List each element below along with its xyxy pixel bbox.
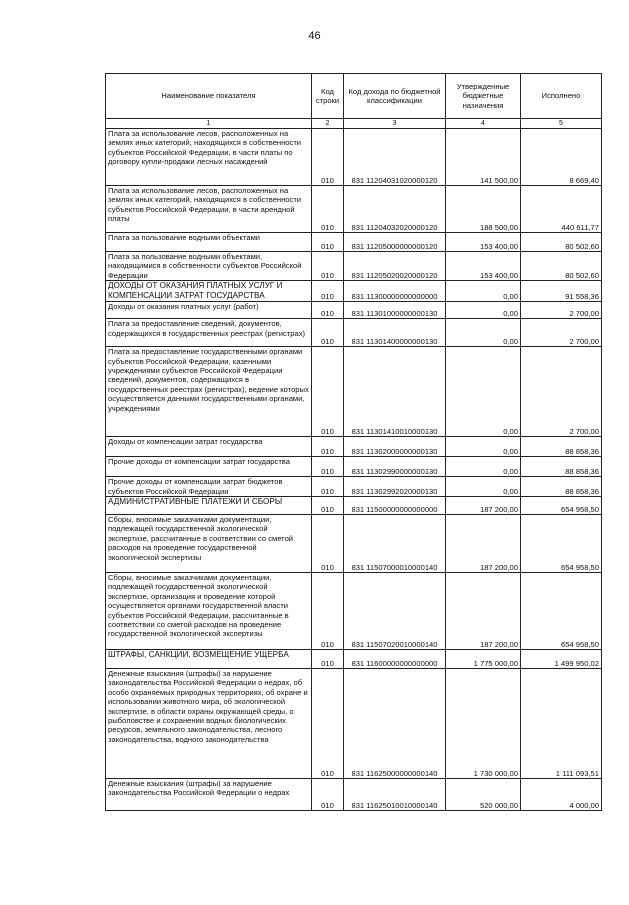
row-executed: 2 700,00 (521, 302, 602, 319)
column-number: 4 (446, 119, 521, 129)
row-approved: 188 500,00 (446, 186, 521, 233)
row-approved: 153 400,00 (446, 252, 521, 281)
row-executed: 88 858,36 (521, 437, 602, 457)
row-name: Прочие доходы от компенсации затрат бюджетов субъектов Российской Федерации (106, 477, 312, 497)
table-row (106, 233, 602, 252)
row-name: АДМИНИСТРАТИВНЫЕ ПЛАТЕЖИ И СБОРЫ (106, 497, 312, 515)
row-name: ШТРАФЫ, САНКЦИИ, ВОЗМЕЩЕНИЕ УЩЕРБА (106, 650, 312, 669)
row-executed: 1 111 093,51 (521, 669, 602, 779)
row-approved: 0,00 (446, 437, 521, 457)
row-kbk: 831 11507000010000140 (344, 515, 446, 573)
column-number: 1 (106, 119, 312, 129)
row-approved: 187 200,00 (446, 515, 521, 573)
row-executed: 2 700,00 (521, 319, 602, 347)
table-row (106, 319, 602, 347)
row-kbk: 831 11204031020000120 (344, 129, 446, 186)
table-row (106, 347, 602, 437)
row-code: 010 (312, 252, 344, 281)
row-executed: 654 958,50 (521, 515, 602, 573)
row-kbk: 831 11302992020000130 (344, 477, 446, 497)
row-name: Сборы, вносимые заказчиками документации, подлежащей государственной экологической экспертизе, организация и проведение которой осуществляется органами государственной власти субъектов Российской Федерации, рассчитанные в соответствии со сметой расходов на проведение государственной экологической экспертизы (106, 573, 312, 650)
row-name: ДОХОДЫ ОТ ОКАЗАНИЯ ПЛАТНЫХ УСЛУГ И КОМПЕНСАЦИИ ЗАТРАТ ГОСУДАРСТВА (106, 281, 312, 302)
row-executed: 91 558,36 (521, 281, 602, 302)
header-name: Наименование показателя (106, 74, 312, 119)
table-row (106, 129, 602, 186)
table-row (106, 669, 602, 779)
row-name: Прочие доходы от компенсации затрат государства (106, 457, 312, 477)
row-executed: 80 502,60 (521, 252, 602, 281)
row-approved: 1 730 000,00 (446, 669, 521, 779)
row-name: Денежные взыскания (штрафы) за нарушение законодательства Российской Федерации о недрах, об особо охраняемых природных территориях, об охране и использовании животного мира, об экологической экспертизе, в области охраны окружающей среды, о рыболовстве и сохранении водных биологических ресурсов, земельного законодательства, лесного законодательства, водного законодательства (106, 669, 312, 779)
row-kbk: 831 11205000000000120 (344, 233, 446, 252)
row-code: 010 (312, 347, 344, 437)
row-code: 010 (312, 497, 344, 515)
row-executed: 88 858,36 (521, 457, 602, 477)
table-row (106, 186, 602, 233)
table-header-row (106, 74, 602, 119)
column-number: 3 (344, 119, 446, 129)
table-row (106, 573, 602, 650)
row-code: 010 (312, 186, 344, 233)
row-approved: 0,00 (446, 477, 521, 497)
row-code: 010 (312, 515, 344, 573)
column-number-row (106, 119, 602, 129)
row-kbk: 831 11300000000000000 (344, 281, 446, 302)
row-code: 010 (312, 669, 344, 779)
row-name: Доходы от оказания платных услуг (работ) (106, 302, 312, 319)
header-code: Код строки (312, 74, 344, 119)
row-approved: 0,00 (446, 319, 521, 347)
row-executed: 2 700,00 (521, 347, 602, 437)
row-approved: 0,00 (446, 281, 521, 302)
page-number: 46 (308, 30, 321, 42)
row-code: 010 (312, 457, 344, 477)
row-code: 010 (312, 779, 344, 811)
row-approved: 520 000,00 (446, 779, 521, 811)
table-row (106, 515, 602, 573)
row-kbk: 831 11301400000000130 (344, 319, 446, 347)
row-executed: 440 611,77 (521, 186, 602, 233)
row-kbk: 831 11507020010000140 (344, 573, 446, 650)
row-code: 010 (312, 129, 344, 186)
table-row (106, 281, 602, 302)
table-row (106, 497, 602, 515)
row-name: Доходы от компенсации затрат государства (106, 437, 312, 457)
row-code: 010 (312, 477, 344, 497)
row-kbk: 831 11625000000000140 (344, 669, 446, 779)
row-name: Денежные взыскания (штрафы) за нарушение законодательства Российской Федерации о недрах (106, 779, 312, 811)
table-body (106, 129, 602, 811)
table-row (106, 437, 602, 457)
table-row (106, 477, 602, 497)
row-approved: 141 500,00 (446, 129, 521, 186)
row-kbk: 831 11500000000000000 (344, 497, 446, 515)
row-code: 010 (312, 281, 344, 302)
row-name: Плата за предоставление сведений, документов, содержащихся в государственных реестрах (регистрах) (106, 319, 312, 347)
header-executed: Исполнено (521, 74, 602, 119)
row-approved: 0,00 (446, 302, 521, 319)
table-row (106, 252, 602, 281)
row-approved: 1 775 000,00 (446, 650, 521, 669)
row-kbk: 831 11600000000000000 (344, 650, 446, 669)
table-row (106, 302, 602, 319)
row-executed: 654 958,50 (521, 497, 602, 515)
row-executed: 654 958,50 (521, 573, 602, 650)
row-kbk: 831 11301000000000130 (344, 302, 446, 319)
row-code: 010 (312, 573, 344, 650)
header-kbk: Код дохода по бюджетной классификации (344, 74, 446, 119)
table-row (106, 457, 602, 477)
row-kbk: 831 11302000000000130 (344, 437, 446, 457)
column-number: 2 (312, 119, 344, 129)
row-code: 010 (312, 650, 344, 669)
row-executed: 88 858,36 (521, 477, 602, 497)
row-name: Плата за использование лесов, расположенных на землях иных категорий, находящихся в собственности субъектов Российской Федерации, в части арендной платы (106, 186, 312, 233)
row-name: Плата за использование лесов, расположенных на землях иных категорий, находящихся в собственности субъектов Российской Федерации, в части платы по договору купли-продажи лесных насаждений (106, 129, 312, 186)
row-approved: 187 200,00 (446, 573, 521, 650)
row-kbk: 831 11205020020000120 (344, 252, 446, 281)
row-approved: 153 400,00 (446, 233, 521, 252)
row-code: 010 (312, 302, 344, 319)
column-number: 5 (521, 119, 602, 129)
budget-execution-table (105, 73, 602, 811)
header-approved: Утвержденные бюджетные назначения (446, 74, 521, 119)
row-executed: 4 000,00 (521, 779, 602, 811)
row-executed: 8 669,40 (521, 129, 602, 186)
row-name: Плата за пользование водными объектами (106, 233, 312, 252)
row-code: 010 (312, 319, 344, 347)
row-kbk: 831 11302990000000130 (344, 457, 446, 477)
row-approved: 0,00 (446, 347, 521, 437)
row-kbk: 831 11625010010000140 (344, 779, 446, 811)
row-kbk: 831 11301410010000130 (344, 347, 446, 437)
row-executed: 1 499 950,02 (521, 650, 602, 669)
table-row (106, 779, 602, 811)
row-executed: 80 502,60 (521, 233, 602, 252)
table-row (106, 650, 602, 669)
row-name: Плата за пользование водными объектами, находящимися в собственности субъектов Российской Федерации (106, 252, 312, 281)
row-code: 010 (312, 437, 344, 457)
row-kbk: 831 11204032020000120 (344, 186, 446, 233)
row-name: Плата за предоставление государственными органами субъектов Российской Федерации, казенными учреждениями субъектов Российской Федерации сведений, документов, содержащихся в государственных реестрах (регистрах), ведение которых осуществляется данными государственными органами, учреждениями (106, 347, 312, 437)
row-approved: 187 200,00 (446, 497, 521, 515)
row-name: Сборы, вносимые заказчиками документации, подлежащей государственной экологической экспертизе, рассчитанные в соответствии со сметой расходов на проведение государственной экологической экспертизы (106, 515, 312, 573)
row-approved: 0,00 (446, 457, 521, 477)
row-code: 010 (312, 233, 344, 252)
